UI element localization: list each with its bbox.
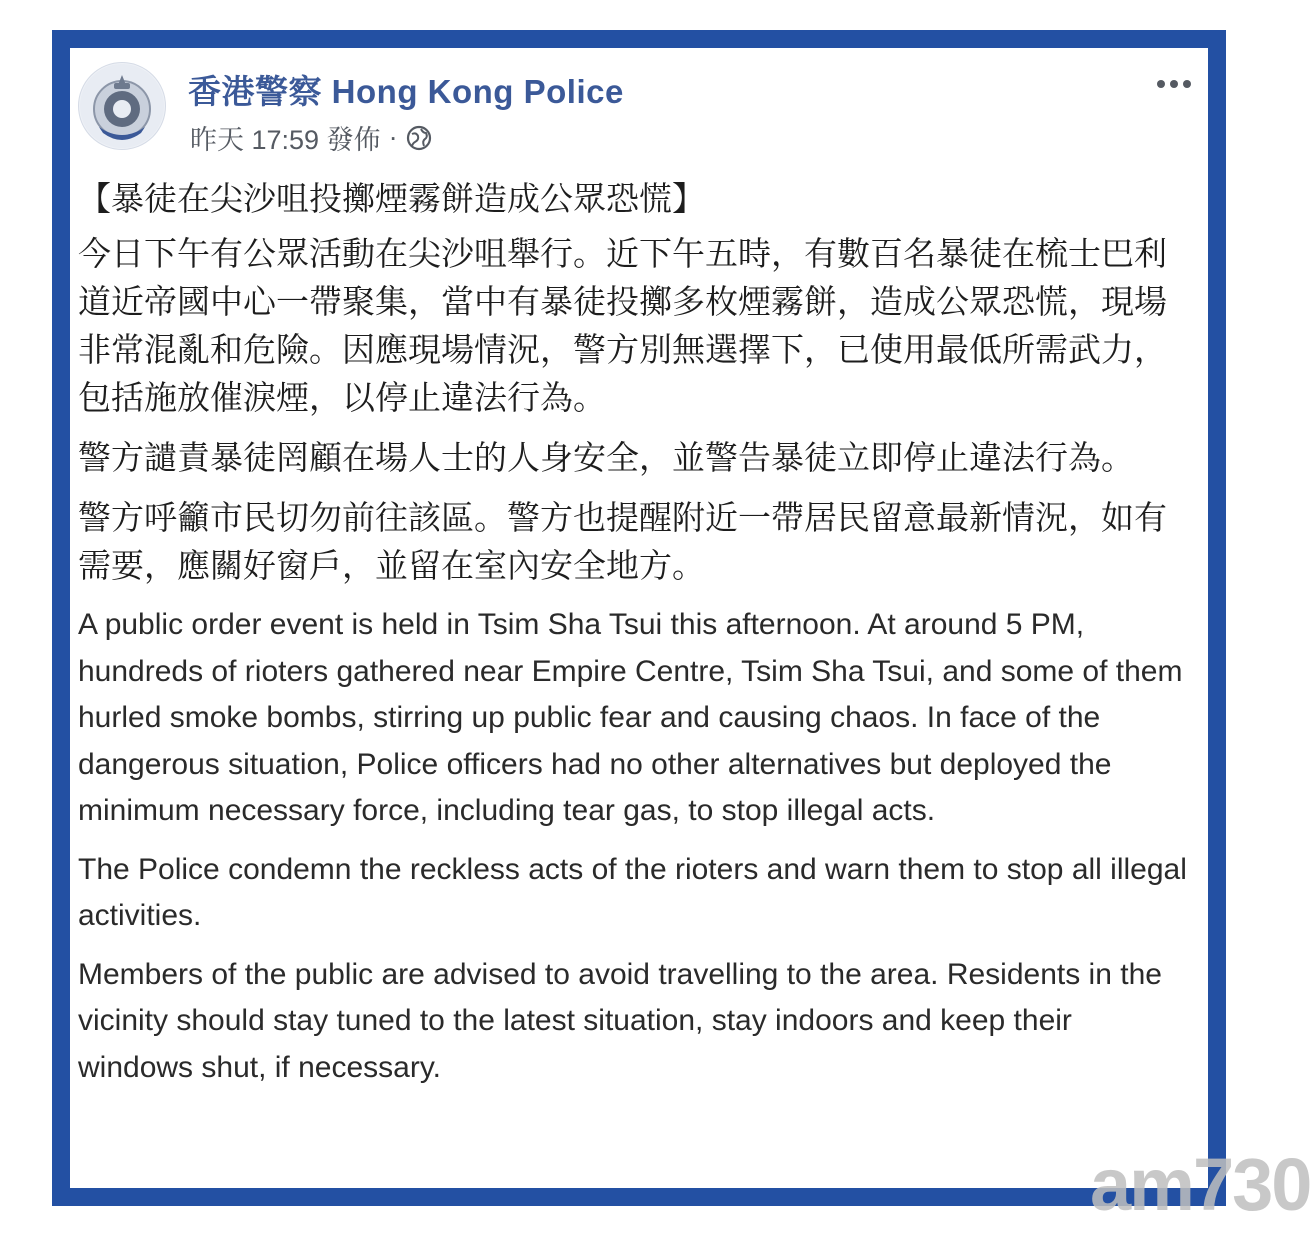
am730-watermark-logo: am730 xyxy=(1090,1143,1310,1226)
police-emblem-avatar[interactable] xyxy=(78,62,166,150)
post-paragraph-en-2: The Police condemn the reckless acts of the rioters and warn them to stop all illegal activities. xyxy=(78,852,1187,932)
post-body xyxy=(78,176,1188,1103)
page-name-link[interactable]: 香港警察 Hong Kong Police xyxy=(188,73,624,110)
post-headline: 【暴徒在尖沙咀投擲煙霧餅造成公眾恐慌】 xyxy=(78,180,705,217)
globe-icon[interactable] xyxy=(406,125,432,151)
more-options-icon[interactable] xyxy=(1150,70,1198,98)
meta-separator: · xyxy=(388,122,398,152)
post-paragraph-zh-2: 警方譴責暴徒罔顧在場人士的人身安全，並警告暴徒立即停止違法行為。 xyxy=(78,439,1134,476)
facebook-post-card xyxy=(70,48,1208,1188)
post-timestamp[interactable]: 昨天 17:59 發佈 xyxy=(190,125,381,155)
post-paragraph-en-3: Members of the public are advised to avoid travelling to the area. Residents in the vicinity should stay tuned to the latest situation, stay indoors and keep their windows shut, if necessary. xyxy=(78,957,1162,1084)
post-paragraph-zh-3: 警方呼籲市民切勿前往該區。警方也提醒附近一帶居民留意最新情況，如有需要，應關好窗戶，並留在室內安全地方。 xyxy=(78,499,1167,584)
post-paragraph-zh-1: 今日下午有公眾活動在尖沙咀舉行。近下午五時，有數百名暴徒在梳士巴利道近帝國中心一帶聚集，當中有暴徒投擲多枚煙霧餅，造成公眾恐慌，現場非常混亂和危險。因應現場情況，警方別無選擇下，已使用最低所需武力，包括施放催淚煙，以停止違法行為。 xyxy=(78,235,1167,416)
post-paragraph-en-1: A public order event is held in Tsim Sha Tsui this afternoon. At around 5 PM, hundreds of rioters gathered near Empire Centre, Tsim Sha Tsui, and some of them hurled smoke bombs, stirring up public fear and causing chaos. In face of the dangerous situation, Police officers had no other alternatives but deployed the minimum necessary force, including tear gas, to stop illegal acts. xyxy=(78,608,1183,827)
post-meta xyxy=(190,118,432,157)
